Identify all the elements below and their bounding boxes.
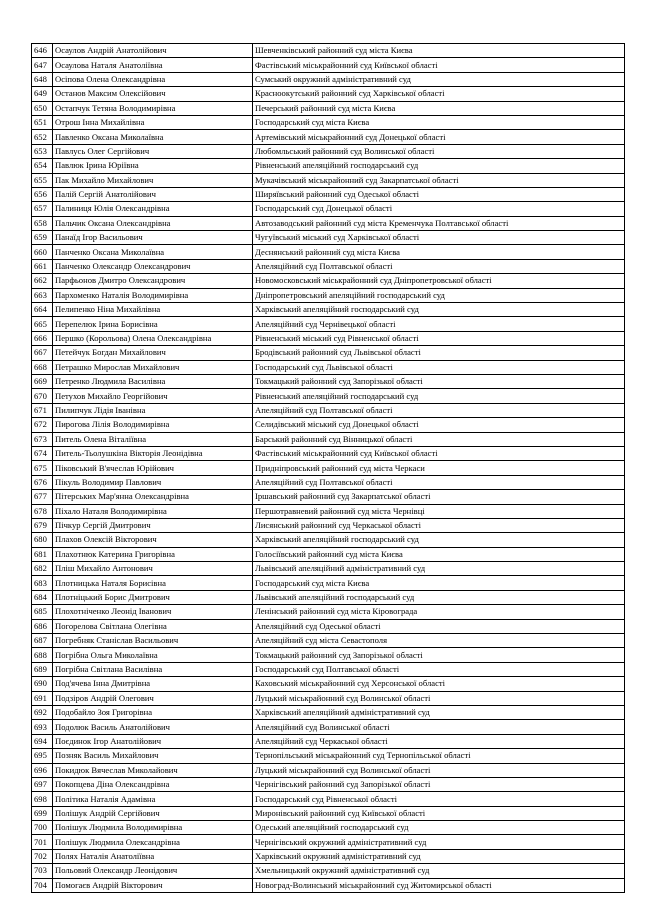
court-name: Голосіївський районний суд міста Києва [253,547,625,561]
row-number: 661 [32,259,53,273]
judge-name: Подобайло Зоя Григорівна [53,705,253,719]
table-row [32,619,625,633]
row-number: 648 [32,72,53,86]
table-row [32,259,625,273]
judge-name: Осіпова Олена Олександрівна [53,72,253,86]
table-row [32,72,625,86]
judge-name: Павлусь Олег Сергійович [53,144,253,158]
court-name: Селидівський міський суд Донецької області [253,418,625,432]
judge-name: Помогаєв Андрій Вікторович [53,878,253,892]
table-row [32,864,625,878]
table-row [32,763,625,777]
table-row [32,734,625,748]
court-name: Сумський окружний адміністративний суд [253,72,625,86]
table-row [32,144,625,158]
court-name: Ленінський районний суд міста Кіровограда [253,605,625,619]
court-name: Господарський суд міста Києва [253,115,625,129]
court-name: Харківський апеляційний господарський суд [253,533,625,547]
judge-name: Полішук Людмила Володимирівна [53,821,253,835]
table-row [32,360,625,374]
row-number: 655 [32,173,53,187]
judge-name: Павлюк Ірина Юріївна [53,159,253,173]
row-number: 664 [32,303,53,317]
court-name: Одеський апеляційний господарський суд [253,821,625,835]
judge-name: Петрашко Мирослав Михайлович [53,360,253,374]
table-row [32,490,625,504]
court-name: Львівський апеляційний господарський суд [253,590,625,604]
judge-name: Пікуль Володимир Павлович [53,475,253,489]
court-name: Першотравневий районний суд міста Чернівці [253,504,625,518]
judge-name: Пальчик Оксана Олександрівна [53,216,253,230]
table-row [32,115,625,129]
table-row [32,173,625,187]
judge-name: Плотніцький Борис Дмитрович [53,590,253,604]
row-number: 669 [32,374,53,388]
row-number: 680 [32,533,53,547]
judge-name: Поєдинок Ігор Анатолійович [53,734,253,748]
court-name: Апеляційний суд Волинської області [253,720,625,734]
judge-name: Остапчук Тетяна Володимирівна [53,101,253,115]
court-name: Миронівський районний суд Київської області [253,806,625,820]
judge-name: Плотницька Наталя Борисівна [53,576,253,590]
row-number: 699 [32,806,53,820]
judge-name: Осаулова Наталя Анатоліївна [53,58,253,72]
judge-name: Позняк Василь Михайлович [53,749,253,763]
court-name: Тернопільський міськрайонний суд Тернопільської області [253,749,625,763]
court-name: Господарський суд Полтавської області [253,662,625,676]
table-row [32,677,625,691]
row-number: 660 [32,245,53,259]
table-row [32,87,625,101]
judge-name: Погорелова Світлана Олегівна [53,619,253,633]
row-number: 656 [32,187,53,201]
judge-name: Полішук Людмила Олександрівна [53,835,253,849]
row-number: 684 [32,590,53,604]
court-name: Новоград-Волинський міськрайонний суд Житомирської області [253,878,625,892]
row-number: 671 [32,403,53,417]
table-row [32,504,625,518]
judge-name: Полях Наталія Анатоліївна [53,849,253,863]
row-number: 681 [32,547,53,561]
row-number: 673 [32,432,53,446]
row-number: 670 [32,389,53,403]
table-row [32,346,625,360]
judge-name: Павленко Оксана Миколаївна [53,130,253,144]
row-number: 701 [32,835,53,849]
row-number: 667 [32,346,53,360]
judge-name: Пирогова Лілія Володимирівна [53,418,253,432]
court-name: Новомосковський міськрайонний суд Дніпропетровської області [253,274,625,288]
table-row [32,432,625,446]
row-number: 696 [32,763,53,777]
table-row [32,58,625,72]
table-row [32,821,625,835]
table-row [32,274,625,288]
table-row [32,331,625,345]
judge-name: Пак Михайло Михайлович [53,173,253,187]
table-row [32,159,625,173]
judge-name: Пилипчук Лідія Іванівна [53,403,253,417]
table-row [32,418,625,432]
court-name: Іршавський районний суд Закарпатської області [253,490,625,504]
row-number: 691 [32,691,53,705]
table-row [32,245,625,259]
row-number: 657 [32,202,53,216]
court-name: Дніпропетровський апеляційний господарський суд [253,288,625,302]
court-name: Апеляційний суд міста Севастополя [253,634,625,648]
judge-name: Панаїд Ігор Васильович [53,231,253,245]
court-name: Мукачівський міськрайонний суд Закарпатської області [253,173,625,187]
table-row [32,878,625,892]
row-number: 683 [32,576,53,590]
court-name: Рівненський міський суд Рівненської області [253,331,625,345]
judge-name: Отрош Інна Михайлівна [53,115,253,129]
court-name: Рівненський апеляційний господарський суд [253,159,625,173]
row-number: 692 [32,705,53,719]
court-name: Апеляційний суд Полтавської області [253,475,625,489]
row-number: 666 [32,331,53,345]
court-name: Деснянський районний суд міста Києва [253,245,625,259]
court-name: Апеляційний суд Чернівецької області [253,317,625,331]
judge-name: Петухов Михайло Георгійович [53,389,253,403]
table-row [32,317,625,331]
court-name: Господарський суд Рівненської області [253,792,625,806]
table-row [32,662,625,676]
court-name: Чернігівський районний суд Запорізької області [253,777,625,791]
court-name: Львівський апеляційний адміністративний суд [253,562,625,576]
court-name: Луцький міськрайонний суд Волинської області [253,763,625,777]
court-name: Господарський суд Донецької області [253,202,625,216]
judge-name: Питель Олена Віталіївна [53,432,253,446]
table-row [32,518,625,532]
judge-name: Панченко Олександр Олександрович [53,259,253,273]
court-name: Господарський суд міста Києва [253,576,625,590]
court-name: Каховський міськрайонний суд Херсонської області [253,677,625,691]
table-row [32,44,625,58]
judge-name: Палиниця Юлія Олександрівна [53,202,253,216]
judge-name: Першко (Корольова) Олена Олександрівна [53,331,253,345]
judge-name: Пархоменко Наталія Володимирівна [53,288,253,302]
court-name: Апеляційний суд Полтавської області [253,259,625,273]
court-name: Луцький міськрайонний суд Волинської області [253,691,625,705]
table-body [32,44,625,893]
judges-table [31,43,625,893]
row-number: 675 [32,461,53,475]
judge-name: Останов Максим Олексійович [53,87,253,101]
row-number: 690 [32,677,53,691]
row-number: 668 [32,360,53,374]
row-number: 702 [32,849,53,863]
court-name: Апеляційний суд Черкаської області [253,734,625,748]
row-number: 662 [32,274,53,288]
row-number: 686 [32,619,53,633]
table-row [32,720,625,734]
table-row [32,590,625,604]
row-number: 697 [32,777,53,791]
row-number: 672 [32,418,53,432]
judge-name: Польовий Олександр Леонідович [53,864,253,878]
court-name: Лисянський районний суд Черкаської області [253,518,625,532]
judge-name: Погрібна Світлана Василівна [53,662,253,676]
court-name: Чугуївський міський суд Харківської області [253,231,625,245]
row-number: 652 [32,130,53,144]
row-number: 663 [32,288,53,302]
row-number: 689 [32,662,53,676]
table-row [32,547,625,561]
judge-name: Піковський В'ячеслав Юрійович [53,461,253,475]
judge-name: Подзіров Андрій Олегович [53,691,253,705]
court-name: Автозаводський районний суд міста Кременчука Полтавської області [253,216,625,230]
row-number: 677 [32,490,53,504]
judge-name: Питель-Тьолушкіна Вікторія Леонідівна [53,446,253,460]
table-row [32,749,625,763]
row-number: 647 [32,58,53,72]
table-row [32,576,625,590]
court-name: Чернігівський окружний адміністративний суд [253,835,625,849]
court-name: Красноокутський районний суд Харківської області [253,87,625,101]
row-number: 646 [32,44,53,58]
table-row [32,691,625,705]
table-row [32,303,625,317]
row-number: 685 [32,605,53,619]
row-number: 700 [32,821,53,835]
row-number: 687 [32,634,53,648]
table-row [32,446,625,460]
row-number: 653 [32,144,53,158]
row-number: 676 [32,475,53,489]
judge-name: Перепелюк Ірина Борисівна [53,317,253,331]
court-name: Шевченківський районний суд міста Києва [253,44,625,58]
judge-name: Полішук Андрій Сергійович [53,806,253,820]
row-number: 654 [32,159,53,173]
judge-name: Покопцева Діна Олександрівна [53,777,253,791]
table-row [32,130,625,144]
court-name: Апеляційний суд Полтавської області [253,403,625,417]
judge-name: Парфьонов Дмитро Олександрович [53,274,253,288]
court-name: Токмацький районний суд Запорізької області [253,374,625,388]
court-name: Харківський окружний адміністративний суд [253,849,625,863]
table-row [32,806,625,820]
judge-name: Пліш Михайло Антонович [53,562,253,576]
table-row [32,389,625,403]
table-row [32,849,625,863]
judge-name: Погрібна Ольга Миколаївна [53,648,253,662]
court-name: Харківський апеляційний адміністративний суд [253,705,625,719]
table-row [32,374,625,388]
row-number: 678 [32,504,53,518]
judge-name: Петренко Людмила Василівна [53,374,253,388]
judge-name: Пелипенко Ніна Михайлівна [53,303,253,317]
table-row [32,705,625,719]
table-row [32,792,625,806]
table-row [32,634,625,648]
table-row [32,777,625,791]
judge-name: Плахотнюк Катерина Григорівна [53,547,253,561]
table-row [32,461,625,475]
table-row [32,231,625,245]
court-name: Токмацький районний суд Запорізької області [253,648,625,662]
table-row [32,605,625,619]
row-number: 679 [32,518,53,532]
court-name: Рівненський апеляційний господарський суд [253,389,625,403]
judge-name: Панченко Оксана Миколаївна [53,245,253,259]
table-row [32,835,625,849]
court-name: Фастівський міськрайонний суд Київської області [253,446,625,460]
judge-name: Палій Сергій Анатолійович [53,187,253,201]
row-number: 651 [32,115,53,129]
table-row [32,202,625,216]
row-number: 649 [32,87,53,101]
table-row [32,288,625,302]
judge-name: Покидюк Вячеслав Миколайович [53,763,253,777]
court-name: Апеляційний суд Одеської області [253,619,625,633]
court-name: Ширяївський районний суд Одеської області [253,187,625,201]
judge-name: Піхало Наталя Володимирівна [53,504,253,518]
table-row [32,475,625,489]
table-row [32,216,625,230]
row-number: 695 [32,749,53,763]
row-number: 688 [32,648,53,662]
judge-name: Політика Наталія Адамівна [53,792,253,806]
court-name: Любомльський районний суд Волинської області [253,144,625,158]
judge-name: Осаулов Андрій Анатолійович [53,44,253,58]
judge-name: Плохотніченко Леонід Іванович [53,605,253,619]
row-number: 659 [32,231,53,245]
row-number: 704 [32,878,53,892]
row-number: 682 [32,562,53,576]
row-number: 665 [32,317,53,331]
judge-name: Под'ячева Інна Дмитрівна [53,677,253,691]
judge-name: Подолюк Василь Анатолійович [53,720,253,734]
table-row [32,562,625,576]
row-number: 658 [32,216,53,230]
row-number: 693 [32,720,53,734]
row-number: 694 [32,734,53,748]
court-name: Хмельницький окружний адміністративний суд [253,864,625,878]
table-row [32,403,625,417]
table-row [32,187,625,201]
table-row [32,101,625,115]
table-row [32,533,625,547]
table-row [32,648,625,662]
judge-name: Пічкур Сергій Дмитрович [53,518,253,532]
row-number: 698 [32,792,53,806]
court-name: Придніпровський районний суд міста Черкаси [253,461,625,475]
court-name: Господарський суд Львівської області [253,360,625,374]
court-name: Артемівський міськрайонний суд Донецької області [253,130,625,144]
judge-name: Петейчук Богдан Михайлович [53,346,253,360]
row-number: 674 [32,446,53,460]
row-number: 703 [32,864,53,878]
court-name: Бродівський районний суд Львівської області [253,346,625,360]
court-name: Фастівський міськрайонний суд Київської області [253,58,625,72]
row-number: 650 [32,101,53,115]
judge-name: Пітерських Мар'янна Олександрівна [53,490,253,504]
judge-name: Погребняк Станіслав Васильович [53,634,253,648]
judge-name: Плахов Олексій Вікторович [53,533,253,547]
court-name: Печерський районний суд міста Києва [253,101,625,115]
court-name: Барський районний суд Вінницької області [253,432,625,446]
court-name: Харківський апеляційний господарський суд [253,303,625,317]
